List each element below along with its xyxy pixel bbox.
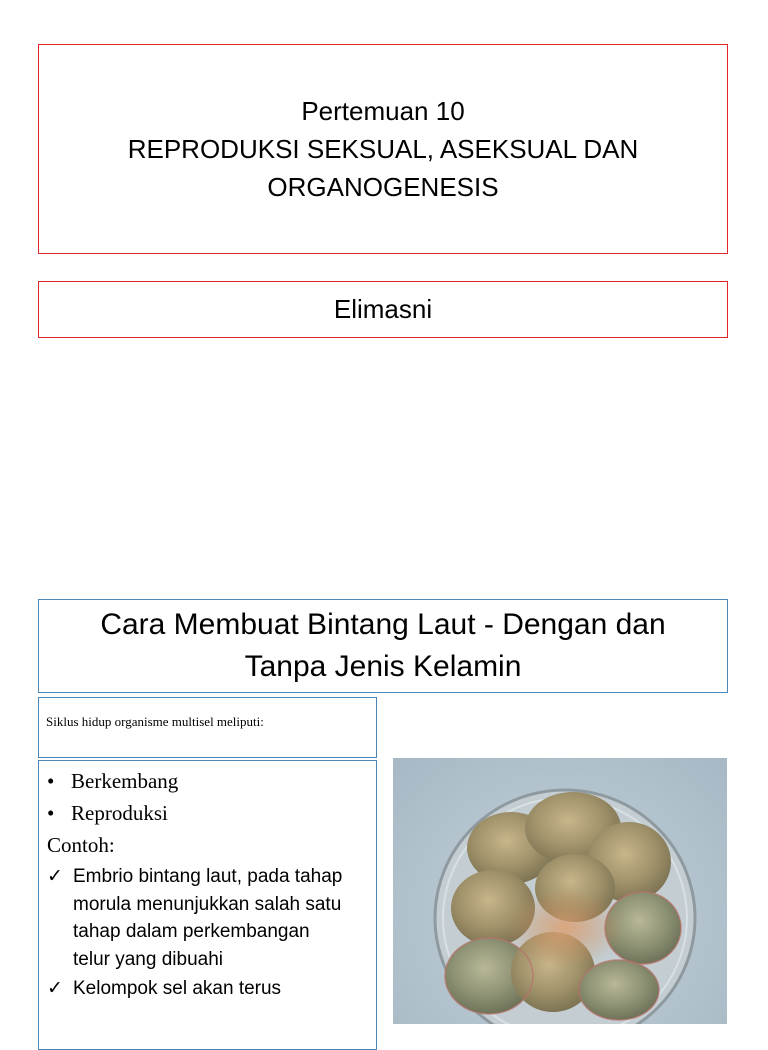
- bullet-text: Berkembang: [71, 769, 179, 793]
- check-item: [47, 863, 376, 973]
- check-item: [47, 975, 376, 1003]
- slide1-title-box: [38, 44, 728, 254]
- slide1-title-line3: ORGANOGENESIS: [267, 172, 499, 202]
- check-text: Embrio bintang laut, pada tahap morula menunjukkan salah satu tahap dalam perkembangan telur yang dibuahi: [73, 866, 343, 970]
- slide2-subtitle-box: [38, 697, 377, 758]
- contoh-label: Contoh:: [47, 833, 115, 857]
- bullet-dot-icon: •: [47, 769, 55, 793]
- slide2-subtitle: Siklus hidup organisme multisel meliputi:: [46, 714, 264, 729]
- starfish-embryo-image: [393, 758, 727, 1024]
- slide1-title-line1: Pertemuan 10: [301, 96, 465, 126]
- slide1-author-box: [38, 281, 728, 338]
- bullet-item: [47, 765, 376, 797]
- slide1-author: Elimasni: [333, 294, 433, 324]
- check-text: Kelompok sel akan terus: [73, 978, 282, 999]
- slide2-title-box: [38, 599, 728, 693]
- bullet-text: Reproduksi: [71, 801, 168, 825]
- slide2-title-line1: Cara Membuat Bintang Laut - Dengan dan: [100, 608, 666, 641]
- slide2-title-line2: Tanpa Jenis Kelamin: [244, 650, 522, 683]
- checkmark-icon: ✓: [47, 866, 63, 887]
- slide1-title-line2: REPRODUKSI SEKSUAL, ASEKSUAL DAN: [127, 134, 639, 164]
- starfish-embryo-illustration: [393, 758, 727, 1024]
- slide2-content-box: [38, 760, 377, 1050]
- checkmark-icon: ✓: [47, 978, 63, 999]
- bullet-item: [47, 797, 376, 829]
- bullet-dot-icon: •: [47, 801, 55, 825]
